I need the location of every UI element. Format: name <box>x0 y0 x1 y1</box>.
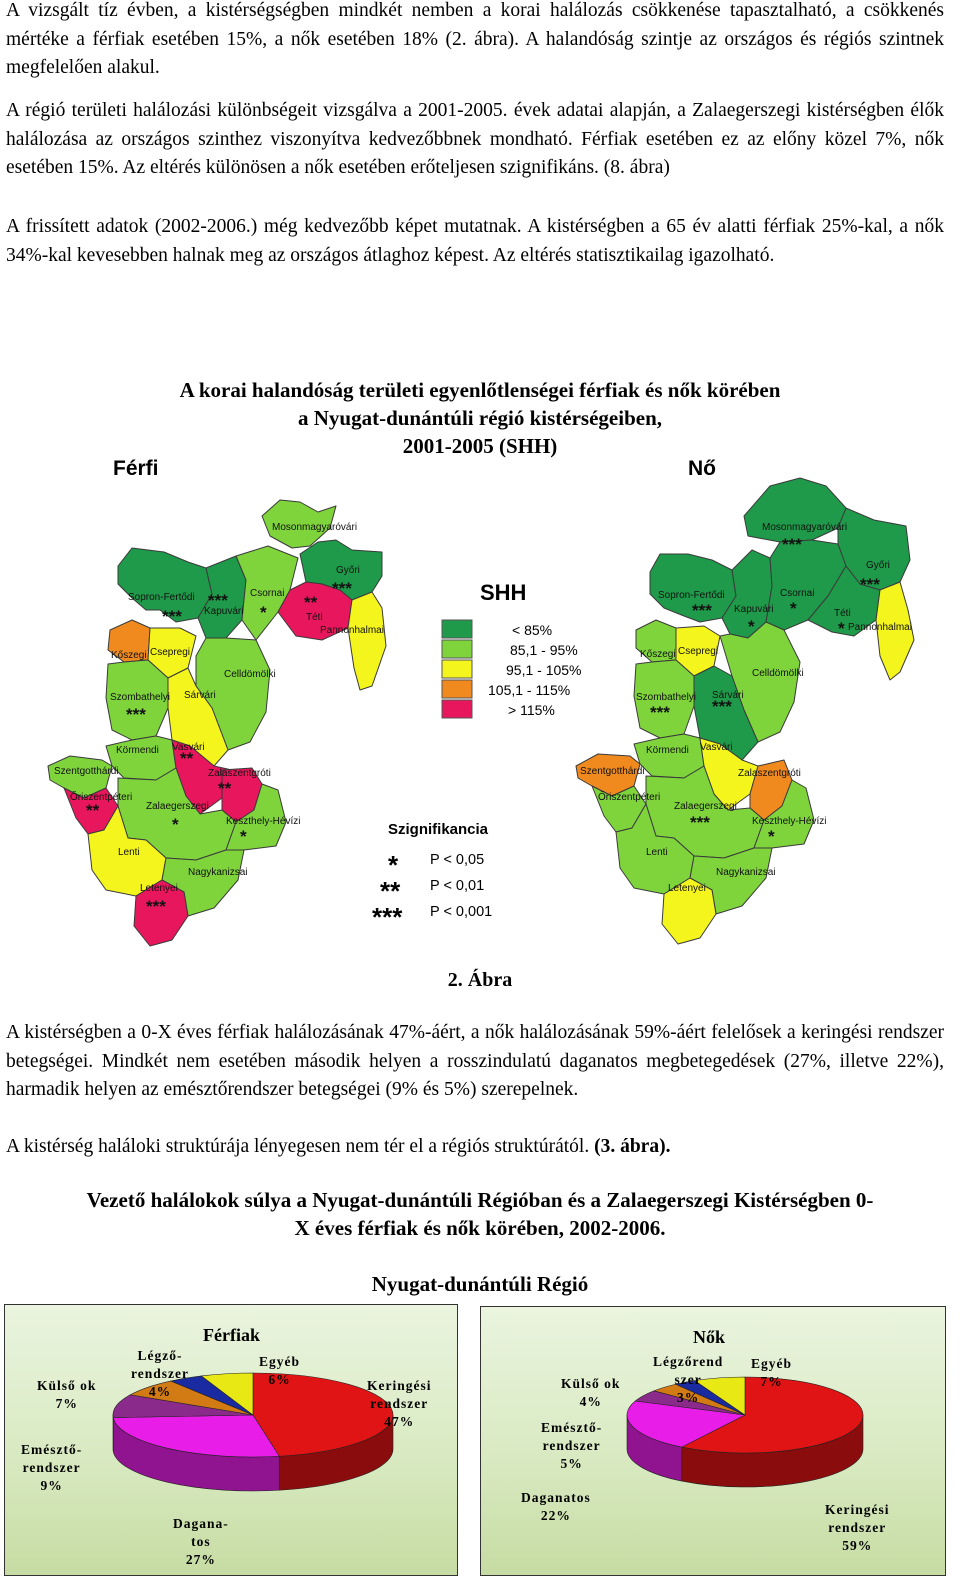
label-kapuvari: Kapuvári <box>204 606 244 617</box>
star-gyori-no: *** <box>860 575 880 594</box>
star-kapuvari-no: * <box>748 617 755 636</box>
label-keszthely-no: Keszthely-Hévízi <box>752 816 827 827</box>
pie-ferfiak-label-keringesi: Keringési rendszer 47% <box>367 1378 432 1429</box>
signif-stars-1: * <box>388 850 399 880</box>
pie-nok-label-keringesi: Keringési rendszer 59% <box>825 1502 890 1553</box>
label-mosonmagyarovari-no: Mosonmagyaróvári <box>762 522 848 533</box>
pie-chart-ferfiak <box>4 1304 458 1576</box>
label-lenti-no: Lenti <box>646 847 668 858</box>
star-csornai-no: * <box>790 599 797 618</box>
pie-nok-label-daganatos: Daganatos 22% <box>521 1490 591 1523</box>
pie-ferfiak-title: Férfiak <box>203 1325 260 1345</box>
pie-ferfiak-label-legzo: Légző- rendszer 4% <box>131 1348 189 1399</box>
star-gyori: *** <box>332 579 352 598</box>
legend-swatch-4 <box>442 680 472 698</box>
signif-label-1: P < 0,05 <box>430 852 485 868</box>
paragraph-body-2 <box>6 1133 944 1162</box>
label-csornai: Csornai <box>250 588 285 599</box>
star-szombathelyi: *** <box>126 705 146 724</box>
label-nagykanizsai: Nagykanizsai <box>188 867 248 878</box>
label-vasvari: Vasvári <box>172 742 205 753</box>
paragraph-body-2-ref: (3. ábra). <box>594 1136 671 1157</box>
star-mosonmagyarovari-no: *** <box>782 535 802 554</box>
pie-nok-label-emeszto: Emésztő- rendszer 5% <box>541 1420 603 1471</box>
label-nagykanizsai-no: Nagykanizsai <box>716 867 776 878</box>
legend-title: SHH <box>480 580 527 605</box>
paragraph-body-2-text: A kistérség haláloki struktúrája lényegesen nem tér el a régiós struktúrától. <box>6 1136 595 1157</box>
label-teti-no: Téti <box>834 608 851 619</box>
shh-legend <box>372 580 582 932</box>
map-title-line3: 2001-2005 (SHH) <box>402 434 558 458</box>
pie-nok-label-kulso: Külső ok 4% <box>561 1376 621 1409</box>
pie-ferfiak-svg <box>5 1305 457 1575</box>
star-kapuvari: *** <box>208 591 228 610</box>
paragraph-intro-3: A frissített adatok (2002-2006.) még kedvezőbb képet mutatnak. A kistérségben a 65 év alatti férfiak 25%-kal, a nők 34%-kal kevesebben halnak meg az országos átlaghoz képest. Az eltérés statisztikailag igazolható. <box>6 216 944 266</box>
label-letenyei: Letenyei <box>140 883 178 894</box>
star-csornai: * <box>260 603 267 622</box>
legend-swatch-2 <box>442 640 472 658</box>
label-zalaszentgroti: Zalaszentgróti <box>208 768 271 779</box>
district-pannonhalmai <box>348 592 386 690</box>
star-letenyei: *** <box>146 897 166 916</box>
star-zalaszentgroti: ** <box>218 779 232 798</box>
label-szombathelyi-no: Szombathelyi <box>636 692 697 703</box>
district-kormendi-no <box>634 734 704 778</box>
label-sarvari: Sárvári <box>184 690 216 701</box>
label-oriszentpeteri-no: Őriszentpéteri <box>598 792 661 803</box>
label-koszegi-no: Kőszegi <box>640 649 676 660</box>
label-zalaegerszegi-no: Zalaegerszegi <box>674 801 737 812</box>
pie-ferfiak-label-daganatos: Dagana- tos 27% <box>173 1516 229 1567</box>
map-figure <box>0 450 960 960</box>
label-kormendi: Körmendi <box>116 745 159 756</box>
signif-label-3: P < 0,001 <box>430 904 493 920</box>
star-vasvari: ** <box>180 749 194 768</box>
map-left-label: Férfi <box>113 457 159 480</box>
pie-title-line1: Vezető halálokok súlya a Nyugat-dunántúli Régióban és a Zalaegerszegi Kistérségben 0- <box>86 1188 874 1212</box>
pie-nok-title: Nők <box>693 1327 726 1347</box>
label-gyori-no: Győri <box>866 560 890 571</box>
map-right-label: Nő <box>688 457 716 480</box>
star-keszthely-no: * <box>768 827 775 846</box>
label-csepregi-no: Csepregi <box>678 646 719 657</box>
pie-nok-label-egyeb: Egyéb 7% <box>751 1356 793 1389</box>
label-keszthely: Keszthely-Hévízi <box>226 816 301 827</box>
label-sarvari-no: Sárvári <box>712 690 744 701</box>
star-sopron: *** <box>162 607 182 626</box>
label-zalaegerszegi: Zalaegerszegi <box>146 801 209 812</box>
star-sarvari-no: *** <box>712 697 732 716</box>
star-zalaegerszegi: * <box>172 815 179 834</box>
pie-chart-nok <box>480 1306 946 1576</box>
paragraph-intro-1: A vizsgált tíz évben, a kistérségségben mindkét nemben a korai halálozás csökkenése tapasztalható, a csökkenés mértéke a férfiak esetében 15%, a nők esetében 18% (2. ábra). A halandóság szintje az országos és régiós szintnek megfelelően alakul. <box>6 0 944 79</box>
star-oriszentpeteri: ** <box>86 801 100 820</box>
label-vasvari-no: Vasvári <box>700 742 733 753</box>
label-sopron: Sopron-Fertődi <box>128 592 195 603</box>
star-szombathelyi-no: *** <box>650 703 670 722</box>
star-sopron-no: *** <box>692 601 712 620</box>
paragraph-intro-2: A régió területi halálozási különbségeit vizsgálva a 2001-2005. évek adatai alapján, a Zalaegerszegi kistérségben élők halálozása az országos szinthez viszonyítva kedvezőbbnek mondható. Férfiak esetében ez az előny közel 7%, nők esetében 15%. Az eltérés különösen a nők esetében erőteljesen szignifikáns. (8. ábra) <box>6 100 944 179</box>
label-szentgotthardi-no: Szentgotthárdi <box>580 766 645 777</box>
label-szombathelyi: Szombathelyi <box>110 692 171 703</box>
label-gyori: Győri <box>336 565 360 576</box>
signif-label-2: P < 0,01 <box>430 878 485 894</box>
label-szentgotthardi: Szentgotthárdi <box>54 766 119 777</box>
pie-nok-label-legzo: Légzőrend szer 3% <box>653 1354 724 1405</box>
map-title-line1: A korai halandóság területi egyenlőtlenségei férfiak és nők körében <box>179 378 781 402</box>
pie-ferfiak-label-egyeb: Egyéb 6% <box>259 1354 301 1387</box>
pie-title-line2: X éves férfiak és nők körében, 2002-2006. <box>294 1216 666 1240</box>
label-koszegi: Kőszegi <box>111 650 147 661</box>
pie-ferfiak-label-emeszto: Emésztő- rendszer 9% <box>21 1442 83 1493</box>
label-mosonmagyarovari: Mosonmagyaróvári <box>272 522 358 533</box>
label-pannonhalmai: Pannonhalmai <box>320 625 384 636</box>
star-zalaegerszegi-no: *** <box>690 813 710 832</box>
legend-swatch-5 <box>442 700 472 718</box>
label-letenyei-no: Letenyei <box>668 883 706 894</box>
label-celldomolki: Celldömölki <box>224 669 276 680</box>
signif-stars-2: ** <box>380 876 401 906</box>
legend-swatch-3 <box>442 660 472 678</box>
label-csepregi: Csepregi <box>150 647 191 658</box>
legend-label-1: < 85% <box>512 622 553 638</box>
label-teti: Téti <box>306 612 323 623</box>
legend-label-3: 95,1 - 105% <box>506 662 582 678</box>
paragraph-body-1: A kistérségben a 0-X éves férfiak halálozásának 47%-áért, a nők halálozásának 59%-áért felelősek a keringési rendszer betegségei. Mindkét nem esetében második helyen a rosszindulatú daganatos megbetegedések (27%, illetve 22%), harmadik helyen az emésztőrendszer betegségei (9% és 5%) szerepelnek. <box>6 1022 944 1101</box>
signif-stars-3: *** <box>372 902 403 932</box>
legend-label-2: 85,1 - 95% <box>510 642 578 658</box>
pie-ferfiak-label-kulso: Külső ok 7% <box>37 1378 97 1411</box>
map-caption: 2. Ábra <box>447 969 513 991</box>
label-kormendi-no: Körmendi <box>646 745 689 756</box>
label-sopron-no: Sopron-Fertődi <box>658 590 725 601</box>
label-kapuvari-no: Kapuvári <box>734 604 774 615</box>
legend-label-5: > 115% <box>508 702 555 718</box>
label-lenti: Lenti <box>118 847 140 858</box>
label-celldomolki-no: Celldömölki <box>752 668 804 679</box>
label-csornai-no: Csornai <box>780 588 815 599</box>
label-pannonhalmai-no: Pannonhalmai <box>848 622 912 633</box>
pie-subtitle: Nyugat-dunántúli Régió <box>371 1272 589 1296</box>
star-teti: ** <box>304 593 318 612</box>
star-keszthely: * <box>240 827 247 846</box>
legend-swatch-1 <box>442 620 472 638</box>
star-teti-no: * <box>838 619 845 638</box>
map-title-line2: a Nyugat-dunántúli régió kistérségeiben, <box>297 406 662 430</box>
signif-title: Szignifikancia <box>388 821 489 838</box>
label-oriszentpeteri: Őriszentpéteri <box>70 792 133 803</box>
legend-label-4: 105,1 - 115% <box>488 682 571 698</box>
label-zalaszentgroti-no: Zalaszentgróti <box>738 768 801 779</box>
